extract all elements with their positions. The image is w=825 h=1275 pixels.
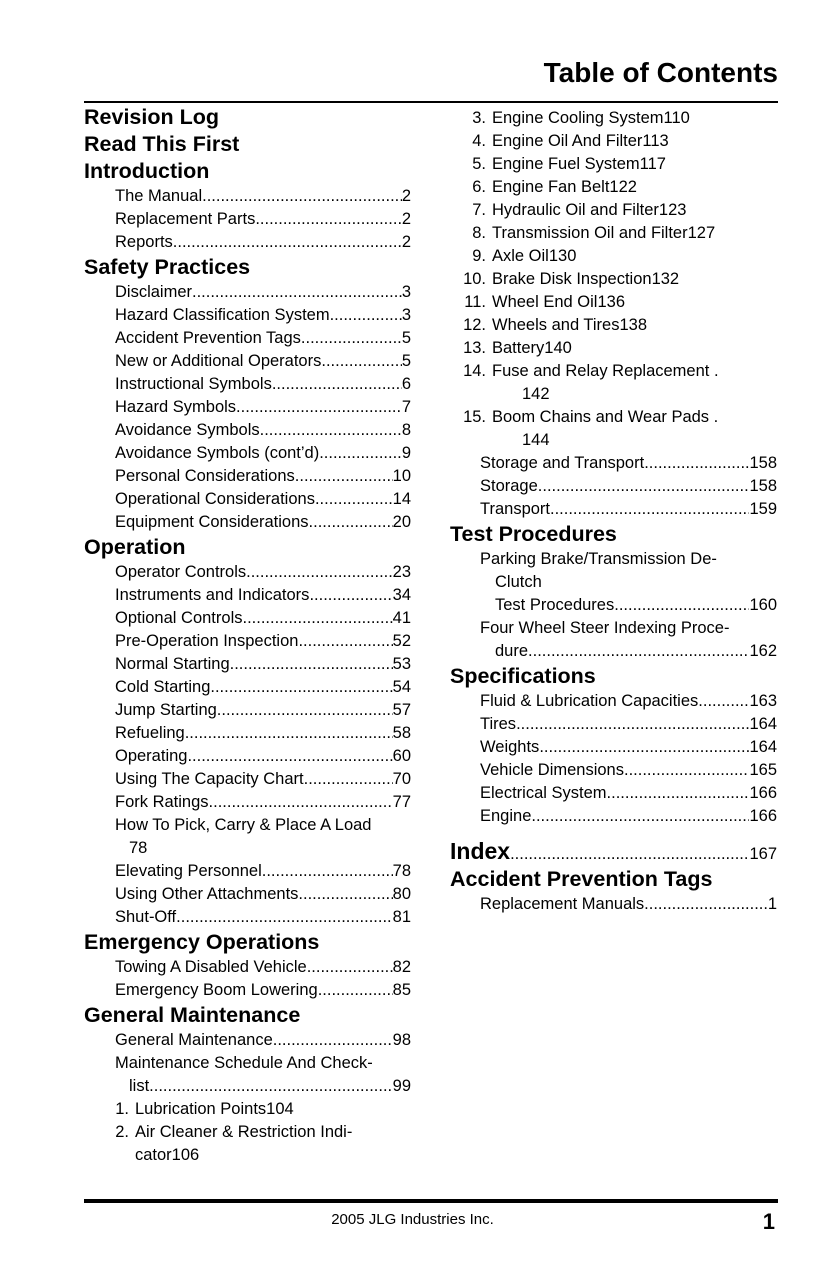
section-safety-practices[interactable]: Safety Practices [84,255,251,279]
toc-entry-fuse-relay[interactable]: 14. Fuse and Relay Replacement . [463,362,719,380]
toc-entry-the-manual[interactable]: The Manual ..... 2 [84,185,411,208]
footer-rule [84,1199,778,1203]
toc-entry-maintenance-schedule[interactable]: Maintenance Schedule And Check- [115,1054,373,1072]
section-index[interactable]: Index ..... 167 [450,838,777,866]
toc-entry-air-cleaner[interactable]: 2. Air Cleaner & Restriction Indi- [115,1123,353,1141]
toc-entry-hazard-classification[interactable]: Hazard Classification System ..... 3 [84,304,411,327]
toc-entry-battery[interactable]: 13. Battery 140 [463,339,572,357]
section-revision-log[interactable]: Revision Log [84,105,219,129]
toc-entry-four-wheel-steer-page[interactable]: dure ..... 162 [450,640,777,663]
toc-entry-transport[interactable]: Transport ..... 159 [450,498,777,521]
toc-entry-pick-carry-place[interactable]: How To Pick, Carry & Place A Load [115,816,372,834]
toc-entry-replacement-manuals[interactable]: Replacement Manuals ..... 1 [450,893,777,916]
section-introduction[interactable]: Introduction [84,159,210,183]
toc-entry-personal-considerations[interactable]: Personal Considerations ..... 10 [84,465,411,488]
section-operation[interactable]: Operation [84,535,186,559]
section-specifications[interactable]: Specifications [450,664,596,688]
toc-entry-electrical-system[interactable]: Electrical System ..... 166 [450,782,777,805]
toc-entry-tires[interactable]: Tires ..... 164 [450,713,777,736]
toc-entry-jump-starting[interactable]: Jump Starting ..... 57 [84,699,411,722]
toc-entry-disclaimer[interactable]: Disclaimer ..... 3 [84,281,411,304]
toc-entry-elevating-personnel[interactable]: Elevating Personnel ..... 78 [84,860,411,883]
toc-entry-shut-off[interactable]: Shut-Off ..... 81 [84,906,411,929]
toc-entry-test-procedures[interactable]: Test Procedures ..... 160 [450,594,777,617]
toc-entry-wheel-end-oil[interactable]: 11. Wheel End Oil 136 [464,293,625,311]
toc-left-column [84,104,411,1167]
toc-entry-normal-starting[interactable]: Normal Starting ..... 53 [84,653,411,676]
toc-entry-wheels-tires[interactable]: 12. Wheels and Tires 138 [463,316,648,334]
toc-entry-instructional-symbols[interactable]: Instructional Symbols ..... 6 [84,373,411,396]
section-test-procedures[interactable]: Test Procedures [450,522,617,546]
toc-entry-lubrication-points[interactable]: 1. Lubrication Points 104 [115,1100,294,1118]
toc-entry-weights[interactable]: Weights ..... 164 [450,736,777,759]
toc-entry-axle-oil[interactable]: 9. Axle Oil 130 [472,247,577,265]
toc-entry-hydraulic-oil[interactable]: 7. Hydraulic Oil and Filter 123 [472,201,687,219]
toc-entry-fan-belt[interactable]: 6. Engine Fan Belt 122 [472,178,637,196]
toc-entry-storage[interactable]: Storage ..... 158 [450,475,777,498]
toc-entry-equipment-considerations[interactable]: Equipment Considerations ..... 20 [84,511,411,534]
toc-entry-instruments-indicators[interactable]: Instruments and Indicators ..... 34 [84,584,411,607]
toc-entry-pick-carry-place-page[interactable]: 78 [129,839,148,857]
toc-entry-engine[interactable]: Engine ..... 166 [450,805,777,828]
toc-entry-vehicle-dimensions[interactable]: Vehicle Dimensions ..... 165 [450,759,777,782]
toc-entry-capacity-chart[interactable]: Using The Capacity Chart ..... 70 [84,768,411,791]
toc-entry-optional-controls[interactable]: Optional Controls ..... 41 [84,607,411,630]
toc-entry-fluid-capacities[interactable]: Fluid & Lubrication Capacities ..... 163 [450,690,777,713]
section-read-this-first[interactable]: Read This First [84,132,240,156]
toc-entry-engine-cooling[interactable]: 3. Engine Cooling System 110 [472,109,690,127]
section-accident-prevention-tags[interactable]: Accident Prevention Tags [450,867,713,891]
toc-entry-fuse-relay-page[interactable]: 142 [522,385,550,403]
footer-copyright: 2005 JLG Industries Inc. [331,1211,494,1228]
toc-entry-storage-transport[interactable]: Storage and Transport ..... 158 [450,452,777,475]
toc-entry-parking-brake-cont[interactable]: Clutch [495,573,542,591]
toc-entry-pre-operation-inspection[interactable]: Pre-Operation Inspection ..... 52 [84,630,411,653]
toc-entry-operating[interactable]: Operating ..... 60 [84,745,411,768]
toc-entry-operator-controls[interactable]: Operator Controls ..... 23 [84,561,411,584]
toc-entry-brake-disk[interactable]: 10. Brake Disk Inspection 132 [463,270,680,288]
toc-entry-hazard-symbols[interactable]: Hazard Symbols ..... 7 [84,396,411,419]
toc-entry-boom-lowering[interactable]: Emergency Boom Lowering ..... 85 [84,979,411,1002]
toc-entry-avoidance-symbols[interactable]: Avoidance Symbols ..... 8 [84,419,411,442]
toc-entry-engine-fuel[interactable]: 5. Engine Fuel System 117 [472,155,666,173]
section-emergency-operations[interactable]: Emergency Operations [84,930,320,954]
toc-entry-towing[interactable]: Towing A Disabled Vehicle ..... 82 [84,956,411,979]
toc-entry-cold-starting[interactable]: Cold Starting ..... 54 [84,676,411,699]
toc-entry-operational-considerations[interactable]: Operational Considerations ..... 14 [84,488,411,511]
toc-right-column [450,107,777,916]
section-general-maintenance[interactable]: General Maintenance [84,1003,301,1027]
toc-entry-parking-brake[interactable]: Parking Brake/Transmission De- [480,550,717,568]
toc-entry-general-maintenance[interactable]: General Maintenance ..... 98 [84,1029,411,1052]
toc-entry-transmission-oil[interactable]: 8. Transmission Oil and Filter 127 [472,224,716,242]
page-number: 1 [762,1209,775,1234]
toc-entry-avoidance-symbols-cont[interactable]: Avoidance Symbols (cont’d) ..... 9 [84,442,411,465]
toc-entry-other-attachments[interactable]: Using Other Attachments ..... 80 [84,883,411,906]
toc-entry-boom-chains-page[interactable]: 144 [522,431,550,449]
toc-entry-replacement-parts[interactable]: Replacement Parts ..... 2 [84,208,411,231]
header-rule [84,101,778,103]
toc-entry-new-operators[interactable]: New or Additional Operators ..... 5 [84,350,411,373]
toc-entry-fork-ratings[interactable]: Fork Ratings ..... 77 [84,791,411,814]
toc-entry-maintenance-schedule-page[interactable]: list ..... 99 [84,1075,411,1098]
toc-entry-engine-oil[interactable]: 4. Engine Oil And Filter 113 [472,132,669,150]
toc-entry-refueling[interactable]: Refueling ..... 58 [84,722,411,745]
toc-entry-boom-chains[interactable]: 15. Boom Chains and Wear Pads . [463,408,719,426]
toc-entry-reports[interactable]: Reports ..... 2 [84,231,411,254]
toc-entry-air-cleaner-page[interactable]: cator106 [135,1146,200,1164]
toc-entry-accident-prevention-tags[interactable]: Accident Prevention Tags ..... 5 [84,327,411,350]
page-title: Table of Contents [543,57,778,88]
toc-entry-four-wheel-steer[interactable]: Four Wheel Steer Indexing Proce- [480,619,730,637]
